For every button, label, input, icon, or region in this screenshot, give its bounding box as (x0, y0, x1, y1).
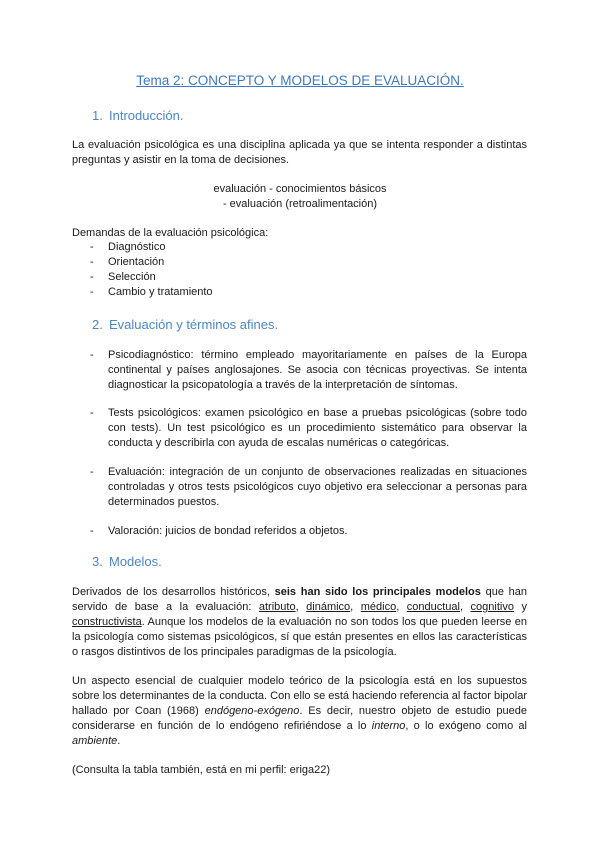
demands-heading: Demandas de la evaluación psicológica: (72, 227, 269, 239)
centered-line-1: evaluación - conocimientos básicos (213, 183, 387, 195)
section-number: 2. (92, 317, 103, 332)
list-item: - Selección (90, 271, 156, 283)
model-cognitivo: cognitivo (470, 601, 514, 613)
list-item: - Orientación (90, 256, 165, 268)
models-paragraph-2: Un aspecto esencial de cualquier modelo teórico de la psicología está en los supuestos sobre los determinantes de la conducta. Con ello se está haciendo referencia al factor bipolar hallado por Coan (1968) endógeno-exógeno. Es decir, nuestro objeto de estudio puede considerarse en función de lo endógeno refiriéndose a lo interno, o lo exógeno como al ambiente. (72, 675, 527, 747)
bold-phrase: seis han sido los principales modelos (274, 586, 481, 598)
model-conductual: conductual (406, 601, 460, 613)
term-psicodiagnostico: - Psicodiagnóstico: término empleado mayoritariamente en países de la Europa continental y países anglosajones. Se asocia con técnicas proyectivas. Se intenta diagnosticar la psicopatología a través de la interpretación de síntomas. (90, 349, 527, 391)
term-tests-psicologicos: - Tests psicológicos: examen psicológico en base a pruebas psicológicas (sobre todo con tests). Un test psicológico es un procedimiento sistemático para observar la conducta y describirla con ayuda de escalas numéricas o categóricas. (90, 407, 527, 449)
term-evaluacion: - Evaluación: integración de un conjunto de observaciones realizadas en situaciones controladas y otros tests psicológicos cuyo objetivo era seleccionar a personas para determinados puestos. (90, 466, 527, 508)
model-medico: médico (360, 601, 397, 613)
section-label: Evaluación y términos afines. (109, 317, 279, 332)
model-constructivista: constructivista (72, 616, 142, 628)
intro-paragraph: La evaluación psicológica es una disciplina aplicada ya que se intenta responder a distintas preguntas y asistir en la toma de decisiones. (72, 139, 527, 166)
list-item: - Cambio y tratamiento (90, 286, 213, 298)
centered-line-2: - evaluación (retroalimentación) (222, 198, 378, 210)
section-heading-modelos (92, 554, 162, 569)
model-atributo: atributo (258, 601, 296, 613)
document-title: Tema 2: CONCEPTO Y MODELOS DE EVALUACIÓN. (136, 73, 464, 88)
models-paragraph-1: Derivados de los desarrollos históricos, seis han sido los principales modelos que han servido de base a la evaluación: atributo, dinámico, médico, conductual, cognitivo y constructivista. Aunque los modelos de la evaluación no son todos los que pueden leerse en la psicología como sistemas psicológicos, sí que están presentes en ellos las características o rasgos distintivos de los principales paradigmas de la psicología. (72, 586, 527, 658)
section-label: Modelos. (109, 554, 162, 569)
section-number: 1. (92, 108, 103, 123)
profile-note: (Consulta la tabla también, está en mi perfil: eriga22) (72, 764, 331, 776)
term-valoracion: - Valoración: juicios de bondad referidos a objetos. (90, 525, 348, 537)
list-item: - Diagnóstico (90, 241, 166, 253)
section-label: Introducción. (109, 108, 184, 123)
model-dinamico: dinámico (306, 601, 351, 613)
section-number: 3. (92, 554, 103, 569)
demands-list (90, 240, 213, 300)
section-heading-introduccion (92, 108, 183, 123)
section-heading-evaluacion (92, 317, 278, 332)
